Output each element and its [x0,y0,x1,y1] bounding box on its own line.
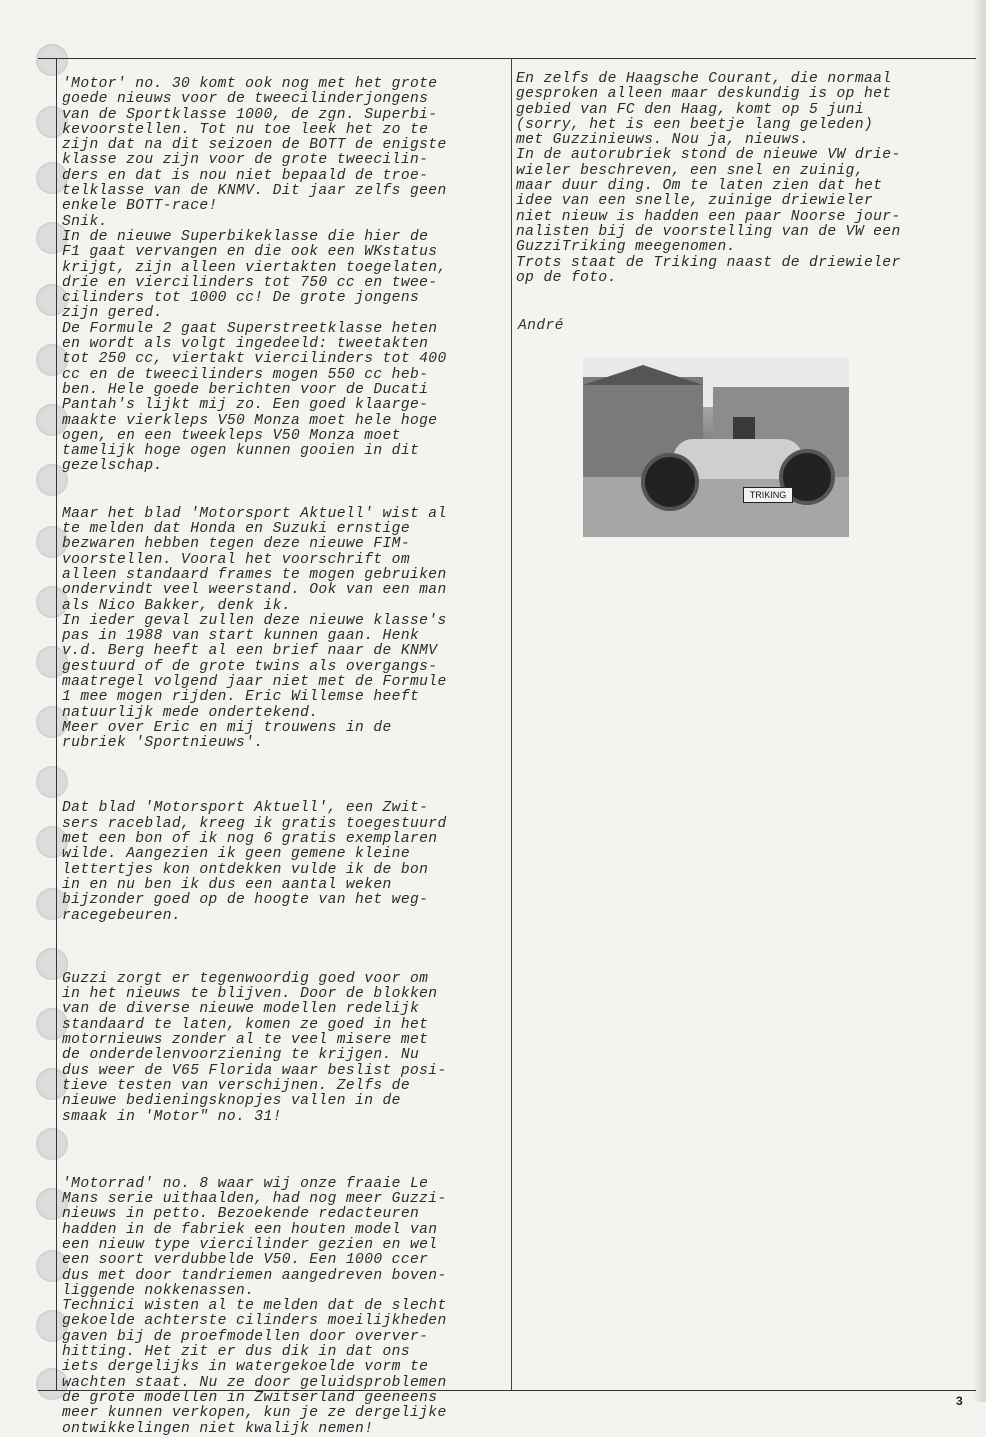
page-edge [972,0,986,1402]
text-line: idee van een snelle, zuinige driewieler [516,193,874,210]
column-divider [511,58,512,1390]
text-line: op de foto. [516,269,617,286]
text-line: motornieuws zonder al te veel misere met [62,1032,429,1049]
binding-hole [36,44,68,76]
text-line: voorstellen. Vooral het voorschrift om [62,551,410,568]
text-line: telklasse van de KNMV. Dit jaar zelfs geen [62,183,447,200]
paragraph [62,801,502,923]
text-line: 'Motorrad' no. 8 waar wij onze fraaie Le [62,1175,429,1192]
text-line: hadden in de fabriek een houten model van [62,1221,438,1238]
text-line: natuurlijk mede ondertekend. [62,704,319,721]
text-line: bezwaren hebben tegen deze nieuwe FIM- [62,536,410,553]
text-line: nieuwe bedieningsknopjes vallen in de [62,1093,401,1110]
text-line: maatregel volgend jaar niet met de Formule [62,673,447,690]
text-line: sers raceblad, kreeg ik gratis toegestuurd [62,815,447,832]
text-line: wilde. Aangezien ik geen gemene kleine [62,846,410,863]
text-line: 'Motor' no. 30 komt ook nog met het grote [62,76,438,92]
text-line: Meer over Eric en mij trouwens in de [62,719,392,736]
triking-photo [583,357,849,537]
paragraph-gap [62,475,502,507]
text-line: meer kunnen verkopen, kun je ze dergelijke [62,1405,447,1422]
paragraph-gap [62,751,502,801]
text-line: alleen standaard frames te mogen gebruiken [62,566,447,583]
text-line: In ieder geval zullen deze nieuwe klasse's [62,612,447,629]
text-line: smaak in 'Motor" no. 31! [62,1108,282,1125]
text-line: gestuurd of de grote twins als overgangs- [62,658,438,675]
text-line: ders en dat is nou niet bepaald de troe- [62,167,429,184]
text-line: cc en de tweecilinders mogen 550 cc heb- [62,366,429,383]
text-line: de onderdelenvoorziening te krijgen. Nu [62,1047,420,1064]
text-line: tamelijk hoge ogen kunnen gooien in dit [62,443,420,460]
text-line: een soort verdubbelde V50. Een 1000 ccer [62,1252,429,1269]
text-line: racegebeuren. [62,907,182,924]
text-line: gaven bij de proefmodellen door overver- [62,1328,429,1345]
text-line: bijzonder goed op de hoogte van het weg- [62,892,429,909]
text-line: In de nieuwe Superbikeklasse die hier de [62,228,429,245]
frame-top-border [38,58,976,59]
text-line: v.d. Berg heeft al een brief naar de KNMV [62,643,438,660]
text-line: F1 gaat vervangen en die ook een WKstatus [62,244,438,261]
text-line: zijn dat na dit seizoen de BOTT de enigste [62,137,447,154]
text-line: Technici wisten al te melden dat de slecht [62,1298,447,1315]
text-line: wachten staat. Nu ze door geluidsproblemen [62,1374,447,1391]
text-line: nieuws in petto. Bezoekende redacteuren [62,1206,420,1223]
text-line: zijn gered. [62,305,163,322]
text-line: goede nieuws voor de tweecilinderjongens [62,91,429,108]
text-line: Guzzi zorgt er tegenwoordig goed voor om [62,970,429,987]
paragraph [62,507,502,752]
text-line: gekoelde achterste cilinders moeilijkheden [62,1313,447,1330]
text-line: GuzziTriking meegenomen. [516,239,736,256]
text-line: enkele BOTT-race! [62,198,218,215]
text-line: pas in 1988 van start kunnen gaan. Henk [62,628,420,645]
text-line: wieler beschreven, een snel en zuinig, [516,162,864,179]
text-line: niet nieuw is hadden een paar Noorse jour- [516,208,901,225]
text-line: gebied van FC den Haag, komt op 5 juni [516,101,864,118]
text-line: gesproken alleen maar deskundig is op het [516,86,892,103]
text-line: met een bon of ik nog 6 gratis exemplaren [62,831,438,848]
text-line: hitting. Het zit er dus dik in dat ons [62,1344,410,1361]
text-line: En zelfs de Haagsche Courant, die normaal [516,71,892,87]
text-line: in en nu ben ik dus een aantal weken [62,876,392,893]
paragraph [62,77,502,475]
paragraph [516,72,956,286]
text-line: iets dergelijks in watergekoelde vorm te [62,1359,429,1376]
text-line: dus weer de V65 Florida waar beslist posi- [62,1062,447,1079]
text-line: lettertjes kon ontdekken vulde ik de bon [62,861,429,878]
page-number: 3 [956,1394,963,1408]
text-line: een nieuw type viercilinder gezien en wel [62,1237,438,1253]
text-line: cilinders tot 1000 cc! De grote jongens [62,290,420,307]
photo-roof [583,365,703,385]
text-line: tot 250 cc, viertakt viercilinders tot 400 [62,351,447,368]
text-line: dus met door tandriemen aangedreven boven- [62,1267,447,1284]
text-line: kevoorstellen. Tot nu toe leek het zo te [62,121,429,138]
right-column [516,72,956,286]
text-line: gezelschap. [62,458,163,475]
text-line: (sorry, het is een beetje lang geleden) [516,116,874,133]
text-line: te melden dat Honda en Suzuki ernstige [62,521,410,538]
text-line: van de Sportklasse 1000, de zgn. Superbi- [62,106,438,123]
text-line: krijgt, zijn alleen viertakten toegelaten, [62,259,447,276]
text-line: nalisten bij de voorstelling van de VW een [516,223,901,240]
text-line: liggende nokkenassen. [62,1282,255,1299]
text-line: In de autorubriek stond de nieuwe VW drie- [516,147,901,164]
left-column [62,77,502,1437]
text-line: klasse zou zijn voor de grote tweecilin- [62,152,429,169]
paragraph-gap [62,1125,502,1177]
paragraph-gap [62,924,502,972]
text-line: ondervindt veel weerstand. Ook van een man [62,582,447,599]
text-line: Maar het blad 'Motorsport Aktuell' wist al [62,505,447,522]
text-line: Pantah's lijkt mij zo. Een goed klaarge- [62,397,429,414]
text-line: Snik. [62,213,108,230]
text-line: De Formule 2 gaat Superstreetklasse heten [62,320,438,337]
author-signature: André [518,318,564,334]
photo-license-plate: TRIKING [743,487,793,503]
text-line: 1 mee mogen rijden. Eric Willemse heeft [62,689,420,706]
text-line: ogen, en een tweekleps V50 Monza moet [62,427,401,444]
frame-left-border [56,58,57,1390]
text-line: Dat blad 'Motorsport Aktuell', een Zwit- [62,800,429,817]
text-line: maar duur ding. Om te laten zien dat het [516,178,883,195]
paragraph [62,1177,502,1437]
text-line: rubriek 'Sportnieuws'. [62,735,264,752]
text-line: met Guzzinieuws. Nou ja, nieuws. [516,132,810,149]
text-line: Trots staat de Triking naast de driewieler [516,254,901,271]
text-line: tieve testen van verschijnen. Zelfs de [62,1077,410,1094]
text-line: ben. Hele goede berichten voor de Ducati [62,381,429,398]
text-line: standaard te laten, komen ze goed in het [62,1016,429,1033]
text-line: ontwikkelingen niet kwalijk nemen! [62,1420,374,1437]
text-line: maakte vierkleps V50 Monza moet hele hoge [62,412,438,429]
text-line: in het nieuws te blijven. Door de blokken [62,986,438,1003]
text-line: drie en viercilinders tot 750 cc en twee- [62,274,438,291]
text-line: van de diverse nieuwe modellen redelijk [62,1001,420,1018]
text-line: als Nico Bakker, denk ik. [62,597,291,614]
photo-wheel [641,453,699,511]
paragraph [62,972,502,1125]
text-line: Mans serie uithaalden, had nog meer Guzzi- [62,1191,447,1208]
text-line: de grote modellen in Zwitserland geeneens [62,1389,438,1406]
text-line: en wordt als volgt ingedeeld: tweetakten [62,336,429,353]
